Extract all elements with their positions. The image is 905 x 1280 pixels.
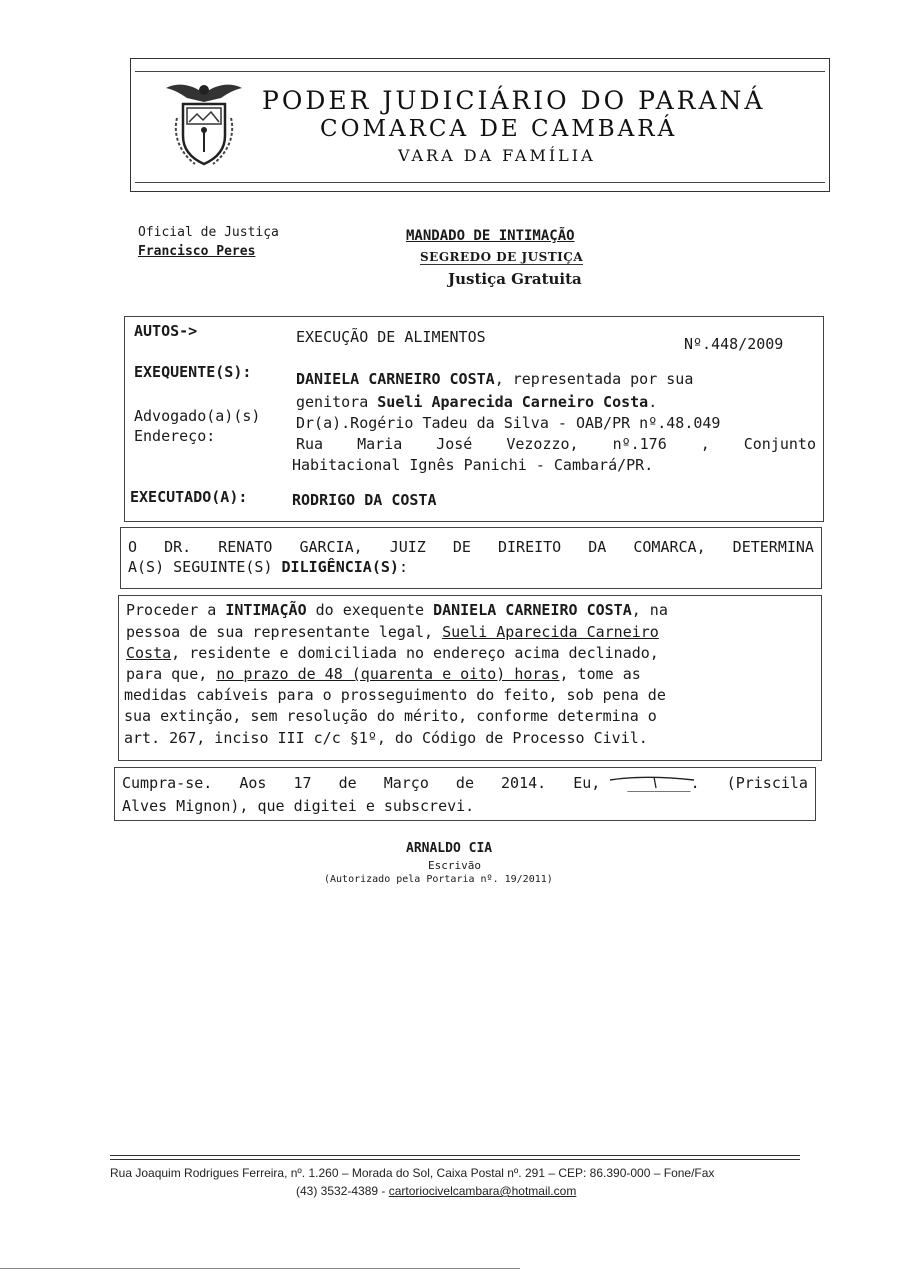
closing-word: de <box>455 774 474 792</box>
exequente-line2-prefix: genitora <box>296 393 378 411</box>
body-line-6: sua extinção, sem resolução do mérito, conforme determina o <box>124 707 657 725</box>
footer-phone: (43) 3532-4389 - <box>296 1184 389 1198</box>
order-word: DIREITO <box>498 538 562 556</box>
endereco-line-1 <box>296 435 816 453</box>
order-word: DE <box>452 538 471 556</box>
order-word: O <box>128 538 138 556</box>
gratuity-label: Justiça Gratuita <box>448 270 582 288</box>
exequente-rest: , representada por sua <box>494 370 694 388</box>
order-line-1 <box>128 538 814 556</box>
body-text: para que, <box>126 665 217 683</box>
executado-label: EXECUTADO(A): <box>130 488 248 506</box>
exequente-name: DANIELA CARNEIRO COSTA <box>296 370 495 388</box>
order-word: DETERMINA <box>732 538 814 556</box>
endereco-word: Vezozzo, <box>506 435 579 453</box>
officer-name: Francisco Peres <box>138 244 256 259</box>
footer-address: Rua Joaquim Rodrigues Ferreira, nº. 1.260 – Morada do Sol, Caixa Postal nº. 291 – CEP: 86.390-000 – Fone/Fax <box>110 1166 715 1180</box>
handwritten-initials-icon <box>606 774 698 790</box>
intimacao-label: INTIMAÇÃO <box>225 601 307 619</box>
representative-surname: Costa <box>126 644 172 662</box>
advogado-label: Advogado(a)(s) <box>134 407 261 425</box>
executado-name: RODRIGO DA COSTA <box>292 491 437 509</box>
officer-role: Oficial de Justiça <box>138 225 279 240</box>
endereco-word: José <box>436 435 473 453</box>
endereco-label: Endereço: <box>134 427 216 445</box>
parana-coat-of-arms-icon <box>163 78 245 170</box>
body-text: , tome as <box>559 665 641 683</box>
autos-value: EXECUÇÃO DE ALIMENTOS <box>296 328 486 346</box>
footer-contact <box>296 1184 576 1198</box>
order-word: COMARCA, <box>633 538 706 556</box>
endereco-word: , <box>700 435 710 453</box>
endereco-word: Conjunto <box>743 435 816 453</box>
order-word: DR. <box>164 538 192 556</box>
body-line-2 <box>126 623 659 641</box>
closing-word: Março <box>383 774 429 792</box>
signer-name: ARNALDO CIA <box>406 841 493 856</box>
autos-label: AUTOS-> <box>134 322 198 340</box>
endereco-word: Maria <box>357 435 403 453</box>
closing-word: Eu, <box>573 774 601 792</box>
order-word: JUIZ <box>389 538 426 556</box>
order-line-2 <box>128 558 408 576</box>
closing-word: 2014. <box>501 774 547 792</box>
body-line-5: medidas cabíveis para o prosseguimento do feito, sob pena de <box>124 686 666 704</box>
secrecy-label: SEGREDO DE JUSTIÇA <box>420 250 584 264</box>
order-word: DA <box>588 538 607 556</box>
closing-line-2: Alves Mignon), que digitei e subscrevi. <box>122 797 475 815</box>
comarca-title: COMARCA DE CAMBARÁ <box>320 116 678 142</box>
court-title: PODER JUDICIÁRIO DO PARANÁ <box>262 86 766 115</box>
body-text: pessoa de sua representante legal, <box>126 623 443 641</box>
signer-title: Escrivão <box>428 859 481 872</box>
body-line-7: art. 267, inciso III c/c §1º, do Código de Processo Civil. <box>124 729 648 747</box>
authorization-note: (Autorizado pela Portaria nº. 19/2011) <box>324 874 553 885</box>
order-word: RENATO <box>218 538 273 556</box>
advogado-value: Dr(a).Rogério Tadeu da Silva - OAB/PR nº.48.049 <box>296 414 721 432</box>
closing-word: Aos <box>239 774 267 792</box>
order-line2-suffix: : <box>398 558 408 576</box>
closing-word: (Priscila <box>726 774 808 792</box>
endereco-word: Rua <box>296 435 324 453</box>
exequente-label: EXEQUENTE(S): <box>134 363 252 381</box>
endereco-word: nº.176 <box>612 435 667 453</box>
body-line-1 <box>126 601 812 619</box>
exequente-mother: Sueli Aparecida Carneiro Costa <box>377 393 649 411</box>
closing-word: de <box>338 774 357 792</box>
body-line-4 <box>126 665 641 683</box>
footer-email: cartoriocivelcambara@hotmail.com <box>388 1184 577 1198</box>
body-text: Proceder a <box>126 601 226 619</box>
footer-rule-top <box>110 1155 800 1156</box>
diligencia-label: DILIGÊNCIA(S) <box>281 558 399 576</box>
case-number: Nº.448/2009 <box>684 335 784 353</box>
order-word: GARCIA, <box>299 538 363 556</box>
exequente-line-1 <box>296 370 816 388</box>
vara-title: VARA DA FAMÍLIA <box>398 146 596 165</box>
body-text: , residente e domiciliada no endereço acima declinado, <box>171 644 659 662</box>
closing-word: Cumpra-se. <box>122 774 213 792</box>
exequente-name-body: DANIELA CARNEIRO COSTA <box>433 601 632 619</box>
closing-line-1 <box>122 774 808 792</box>
endereco-line-2: Habitacional Ignês Panichi - Cambará/PR. <box>292 456 654 474</box>
signature-blank: _______. <box>627 774 700 792</box>
representative-name: Sueli Aparecida Carneiro <box>442 623 659 641</box>
exequente-line-2: genitora Sueli Aparecida Carneiro Costa. <box>296 393 658 411</box>
closing-word: 17 <box>293 774 312 792</box>
footer-rule-bottom <box>110 1159 800 1160</box>
body-text: do exequente <box>306 601 434 619</box>
body-line-3 <box>126 644 659 662</box>
body-text: , na <box>631 601 668 619</box>
deadline-text: no prazo de 48 (quarenta e oito) horas <box>216 665 560 683</box>
page-edge-rule <box>0 1268 520 1269</box>
mandate-title: MANDADO DE INTIMAÇÃO <box>406 228 575 244</box>
order-line2-prefix: A(S) SEGUINTE(S) <box>128 558 282 576</box>
